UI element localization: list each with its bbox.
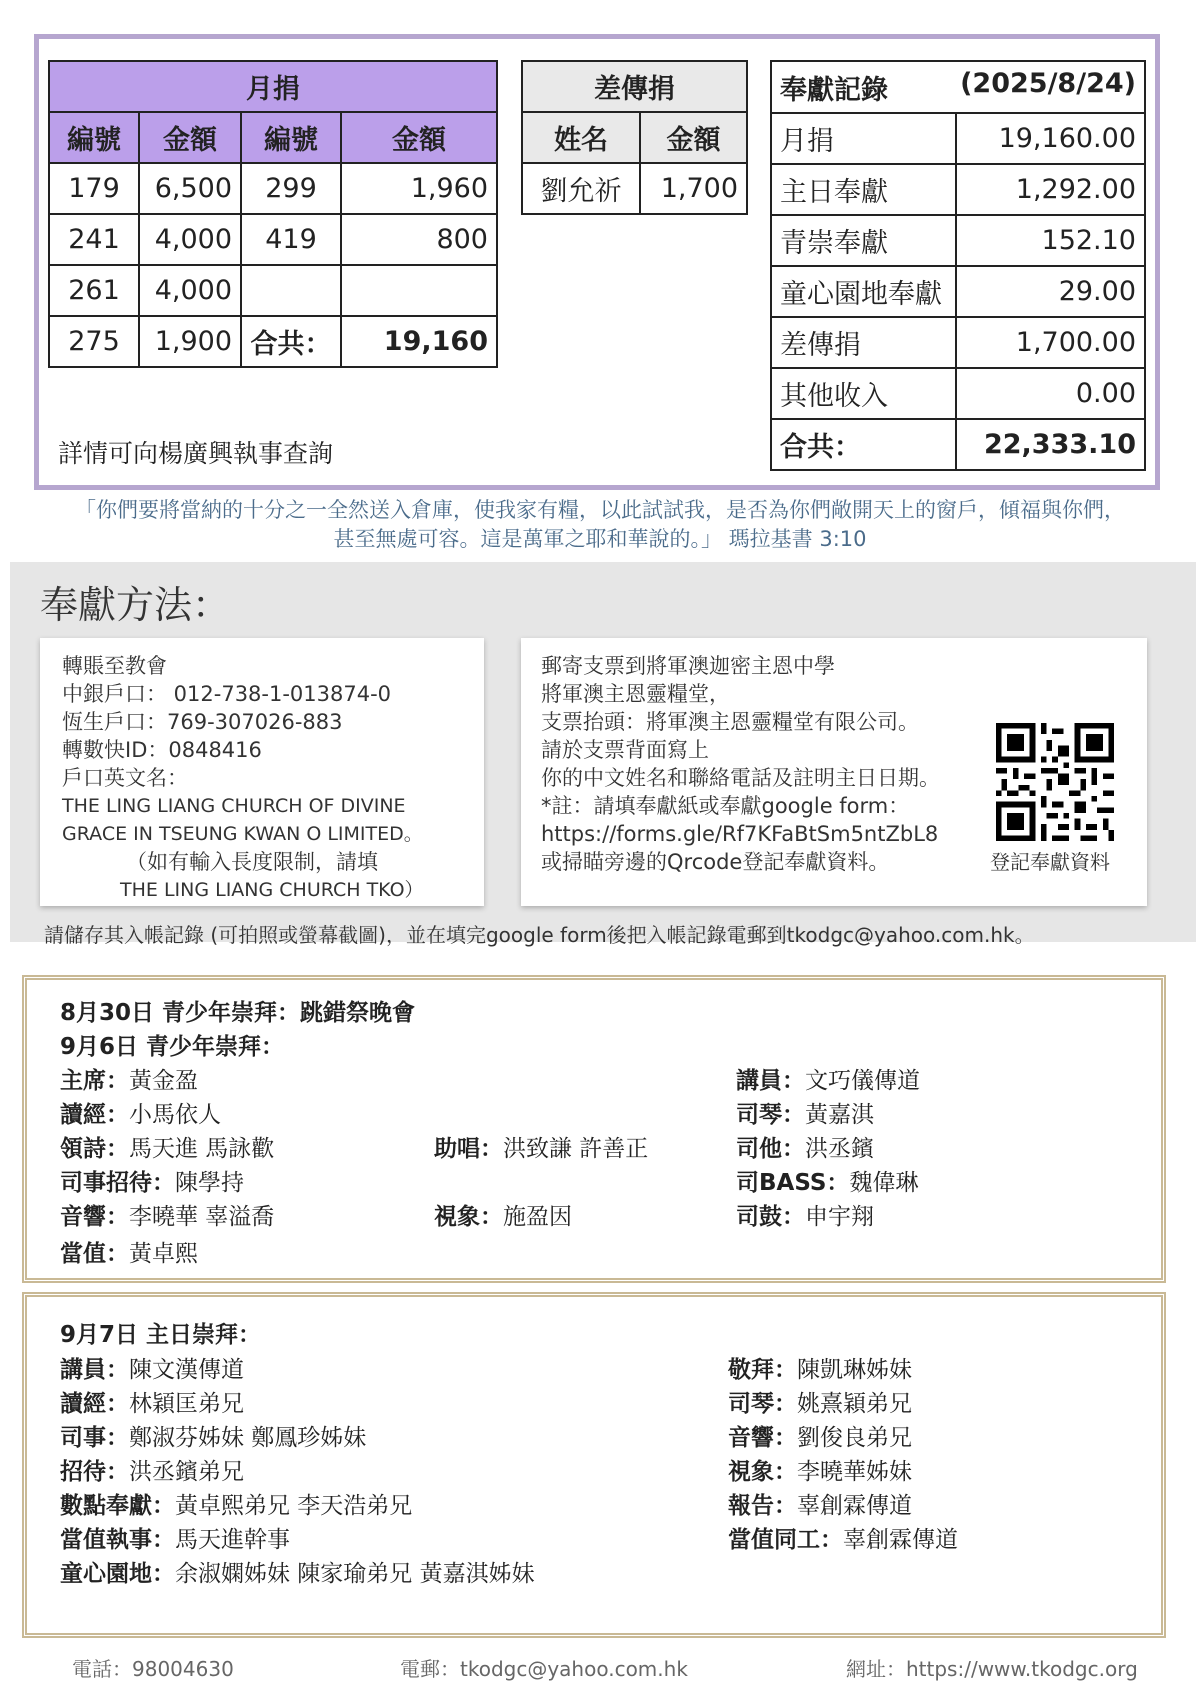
- cell: 劉允祈: [522, 163, 640, 214]
- role-entry: [60, 1419, 366, 1452]
- enquiry-note: 詳情可向楊廣興執事查詢: [58, 439, 334, 468]
- card-line: 郵寄支票到將軍澳迦密主恩中學: [541, 654, 835, 678]
- role-entry: [736, 1164, 918, 1197]
- cell: 1,700.00: [956, 317, 1145, 368]
- role-entry: [728, 1453, 912, 1486]
- cell: 月捐: [771, 113, 956, 164]
- role-entry: [60, 1385, 244, 1418]
- cell: 19,160.00: [956, 113, 1145, 164]
- col-header-no: 編號: [241, 112, 341, 163]
- card-line: 或掃瞄旁邊的Qrcode登記奉獻資料。: [541, 850, 890, 874]
- role-person: 劉俊良弟兄: [797, 1425, 912, 1451]
- cell: 241: [49, 214, 139, 265]
- qr-code-icon[interactable]: [996, 723, 1114, 841]
- cell: 0.00: [956, 368, 1145, 419]
- role-entry: [736, 1096, 874, 1129]
- record-header: [771, 61, 1145, 113]
- role-entry: [60, 1487, 412, 1520]
- youth-event-line: 9月6日 青少年崇拜：: [60, 1034, 285, 1060]
- cell: 179: [49, 163, 139, 214]
- cell: [341, 265, 497, 316]
- cell: 其他收入: [771, 368, 956, 419]
- monthly-title: 月捐: [49, 61, 497, 112]
- role-entry: [728, 1351, 912, 1384]
- card-line: 將軍澳主恩靈糧堂，: [541, 682, 730, 706]
- google-form-link[interactable]: https://forms.gle/Rf7KFaBtSm5ntZbL8: [541, 822, 939, 846]
- scripture-quote: [40, 496, 1160, 554]
- record-date: (2025/8/24): [960, 67, 1136, 99]
- table-row: [49, 316, 497, 367]
- role-label: 主席：: [60, 1068, 129, 1094]
- role-person: 施盈因: [503, 1204, 572, 1230]
- role-person: 辜創霖傳道: [843, 1527, 958, 1553]
- role-label: 司事：: [60, 1425, 129, 1451]
- table-row: [771, 113, 1145, 164]
- mission-donation-table: [521, 60, 748, 215]
- footer-phone: 電話：98004630: [72, 1657, 234, 1681]
- record-title: 奉獻記錄: [780, 74, 888, 106]
- role-label: 講員：: [60, 1357, 129, 1383]
- role-person: 余淑嫻姊妹 陳家瑜弟兄 黃嘉淇姊妹: [175, 1561, 535, 1587]
- role-person: 黃嘉淇: [805, 1102, 874, 1128]
- cell: [241, 265, 341, 316]
- record-total-value: 22,333.10: [956, 419, 1145, 470]
- role-label: 讀經：: [60, 1102, 129, 1128]
- role-label: 視象：: [434, 1204, 503, 1230]
- role-label: 當值：: [60, 1241, 129, 1267]
- cell: 6,500: [139, 163, 241, 214]
- role-label: 招待：: [60, 1459, 129, 1485]
- role-person: 陳凱琳姊妹: [797, 1357, 912, 1383]
- role-label: 司鼓：: [736, 1204, 805, 1230]
- monthly-total-label: 合共：: [241, 316, 341, 367]
- role-person: 洪丞鑌弟兄: [129, 1459, 244, 1485]
- cell: 1,292.00: [956, 164, 1145, 215]
- cell: 童心園地奉獻: [771, 266, 956, 317]
- role-person: 馬天進幹事: [175, 1527, 290, 1553]
- role-entry: [60, 1164, 244, 1197]
- monthly-total-value: 19,160: [341, 316, 497, 367]
- role-entry: [736, 1198, 874, 1231]
- cell: 1,700: [640, 163, 747, 214]
- role-person: 黃卓熙弟兄 李天浩弟兄: [175, 1493, 413, 1519]
- role-entry: [60, 1062, 198, 1095]
- role-person: 李曉華姊妹: [797, 1459, 912, 1485]
- role-entry: [60, 1555, 535, 1588]
- role-label: 當值同工：: [728, 1527, 843, 1553]
- role-label: 童心園地：: [60, 1561, 175, 1587]
- role-label: 音響：: [60, 1204, 129, 1230]
- role-person: 洪丞鑌: [805, 1136, 874, 1162]
- role-person: 鄭淑芬姊妹 鄭鳳珍姊妹: [129, 1425, 367, 1451]
- role-entry: [434, 1198, 572, 1231]
- card-line: *註：請填奉獻紙或奉獻google form：: [541, 794, 910, 818]
- role-label: 領詩：: [60, 1136, 129, 1162]
- cell: 1,960: [341, 163, 497, 214]
- card-line: （如有輸入長度限制，請填: [126, 850, 378, 874]
- card-line: 請於支票背面寫上: [541, 738, 709, 762]
- card-line: 中銀戶口： 012-738-1-013874-0: [62, 682, 392, 706]
- bank-transfer-card: [40, 638, 484, 906]
- scripture-line: 「你們要將當納的十分之一全然送入倉庫，使我家有糧，以此試試我，是否為你們敞開天上的窗戶，傾福與你們，: [75, 498, 1125, 522]
- table-row: [771, 368, 1145, 419]
- role-label: 助唱：: [434, 1136, 503, 1162]
- role-person: 黃卓熙: [129, 1241, 198, 1267]
- cell: 差傳捐: [771, 317, 956, 368]
- cell: 261: [49, 265, 139, 316]
- cell: 主日奉獻: [771, 164, 956, 215]
- card-line: 戶口英文名：: [62, 766, 188, 790]
- role-label: 數點奉獻：: [60, 1493, 175, 1519]
- col-header-no: 編號: [49, 112, 139, 163]
- role-entry: [728, 1385, 912, 1418]
- qr-caption: 登記奉獻資料: [990, 850, 1110, 874]
- card-line: 轉數快ID：0848416: [62, 738, 262, 762]
- card-line: THE LING LIANG CHURCH TKO）: [120, 879, 424, 901]
- role-person: 魏偉琳: [849, 1170, 919, 1196]
- cell: 152.10: [956, 215, 1145, 266]
- offering-record-table: [770, 60, 1146, 471]
- cell: 419: [241, 214, 341, 265]
- role-label: 司他：: [736, 1136, 805, 1162]
- col-header-name: 姓名: [522, 112, 640, 163]
- record-total-label: 合共：: [771, 419, 956, 470]
- role-person: 洪致謙 許善正: [503, 1136, 649, 1162]
- card-line: 你的中文姓名和聯絡電話及註明主日日期。: [541, 766, 940, 790]
- cell: 299: [241, 163, 341, 214]
- table-row: [49, 265, 497, 316]
- role-label: 報告：: [728, 1493, 797, 1519]
- role-person: 申宇翔: [805, 1204, 874, 1230]
- col-header-amount: 金額: [139, 112, 241, 163]
- role-person: 文巧儀傳道: [805, 1068, 920, 1094]
- role-label: 視象：: [728, 1459, 797, 1485]
- card-line: 恆生戶口：769-307026-883: [62, 710, 343, 734]
- role-person: 黃金盈: [129, 1068, 198, 1094]
- table-row: [771, 164, 1145, 215]
- role-person: 李曉華 辜溢喬: [129, 1204, 275, 1230]
- role-person: 陳學持: [175, 1170, 244, 1196]
- col-header-amount: 金額: [640, 112, 747, 163]
- role-entry: [60, 1453, 244, 1486]
- save-record-note: 請儲存其入帳記錄 (可拍照或螢幕截圖)，並在填完google form後把入帳記錄電郵到tkodgc@yahoo.com.hk。: [44, 923, 1035, 947]
- cell: 4,000: [139, 265, 241, 316]
- sunday-title: 9月7日 主日崇拜：: [60, 1322, 262, 1348]
- role-person: 小馬依人: [129, 1102, 221, 1128]
- table-row: [522, 163, 747, 214]
- role-person: 林穎匡弟兄: [129, 1391, 244, 1417]
- table-row: [771, 419, 1145, 470]
- role-label: 司琴：: [736, 1102, 805, 1128]
- role-label: 讀經：: [60, 1391, 129, 1417]
- role-entry: [728, 1419, 912, 1452]
- role-label: 司BASS：: [736, 1170, 850, 1196]
- offering-methods-title: 奉獻方法：: [40, 583, 231, 627]
- table-row: [49, 163, 497, 214]
- footer-email[interactable]: 電郵：tkodgc@yahoo.com.hk: [400, 1657, 688, 1681]
- card-line: 支票抬頭：將軍澳主恩靈糧堂有限公司。: [541, 710, 919, 734]
- role-entry: [60, 1096, 221, 1129]
- mission-title: 差傳捐: [522, 61, 747, 112]
- cell: 29.00: [956, 266, 1145, 317]
- cell: 4,000: [139, 214, 241, 265]
- role-entry: [736, 1130, 874, 1163]
- role-label: 講員：: [736, 1068, 805, 1094]
- role-entry: [60, 1351, 244, 1384]
- role-entry: [60, 1235, 198, 1268]
- role-label: 敬拜：: [728, 1357, 797, 1383]
- table-row: [771, 215, 1145, 266]
- role-label: 司琴：: [728, 1391, 797, 1417]
- card-line: GRACE IN TSEUNG KWAN O LIMITED。: [62, 823, 423, 845]
- table-row: [771, 317, 1145, 368]
- role-person: 姚熹穎弟兄: [797, 1391, 912, 1417]
- role-entry: [728, 1521, 958, 1554]
- youth-event-line: 8月30日 青少年崇拜：跳錯祭晚會: [60, 1000, 416, 1026]
- role-entry: [60, 1521, 290, 1554]
- card-line: 轉賬至教會: [62, 654, 167, 678]
- table-row: [771, 266, 1145, 317]
- role-person: 馬天進 馬詠歡: [129, 1136, 275, 1162]
- role-entry: [60, 1198, 274, 1231]
- role-entry: [736, 1062, 920, 1095]
- role-person: 辜創霖傳道: [797, 1493, 912, 1519]
- cell: 青崇奉獻: [771, 215, 956, 266]
- role-label: 音響：: [728, 1425, 797, 1451]
- role-entry: [728, 1487, 912, 1520]
- cell: 275: [49, 316, 139, 367]
- role-label: 當值執事：: [60, 1527, 175, 1553]
- role-entry: [434, 1130, 648, 1163]
- cell: 1,900: [139, 316, 241, 367]
- monthly-donation-table: [48, 60, 498, 368]
- role-person: 陳文漢傳道: [129, 1357, 244, 1383]
- card-line: THE LING LIANG CHURCH OF DIVINE: [62, 795, 406, 817]
- role-label: 司事招待：: [60, 1170, 175, 1196]
- table-row: [49, 214, 497, 265]
- role-entry: [60, 1130, 274, 1163]
- scripture-line: 甚至無處可容。這是萬軍之耶和華說的。」 瑪拉基書 3:10: [333, 527, 867, 551]
- col-header-amount: 金額: [341, 112, 497, 163]
- footer-website[interactable]: 網址：https://www.tkodgc.org: [846, 1657, 1138, 1681]
- cell: 800: [341, 214, 497, 265]
